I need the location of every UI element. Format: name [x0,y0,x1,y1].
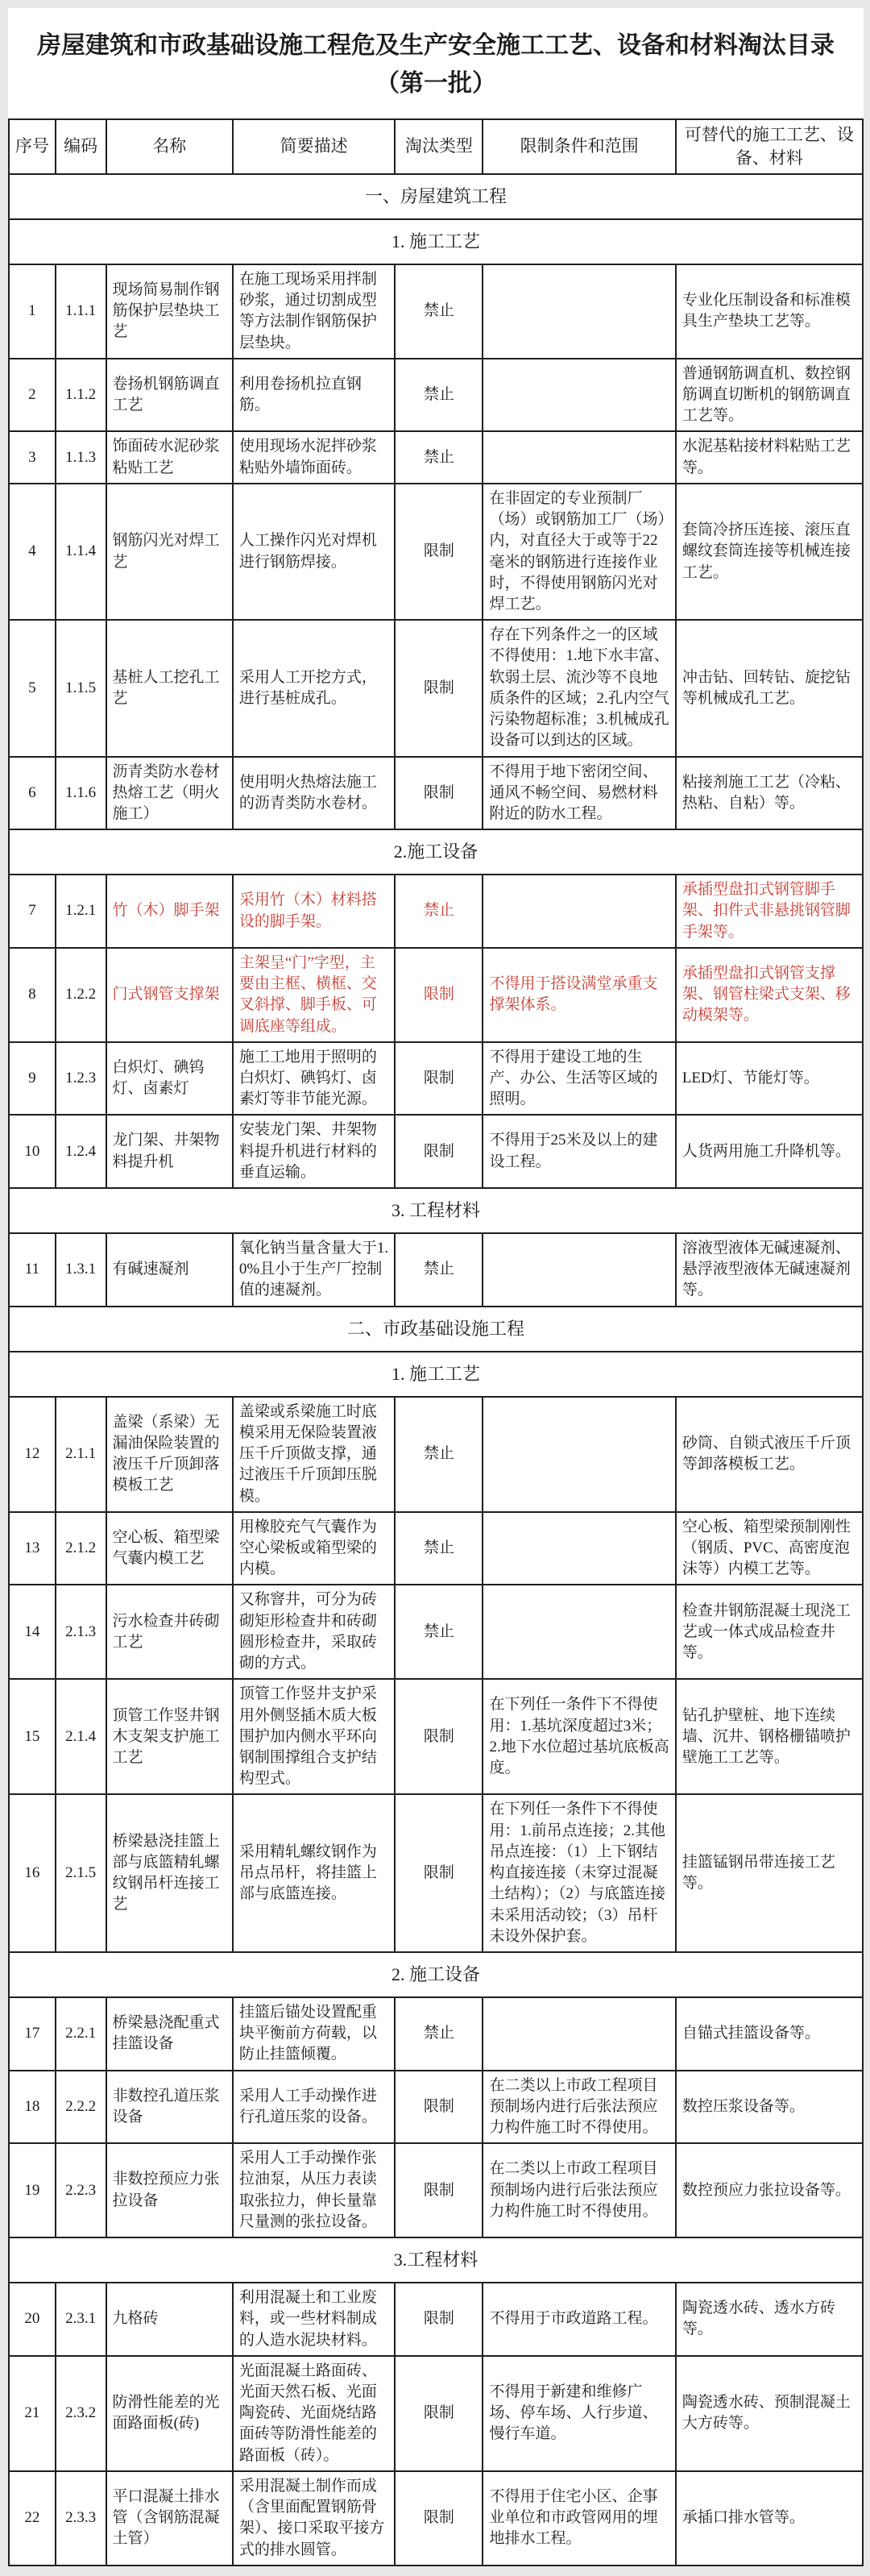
column-header-1: 序号 [9,119,56,174]
table-row [9,1042,863,1116]
cell-alt: 空心板、箱型梁预制刚性（钢质、PVC、高密度泡沫等）内模工艺等。 [676,1512,863,1585]
cell-type: 限制 [395,2071,483,2144]
section-label: 二、市政基础设施工程 [9,1307,863,1352]
cell-limit [483,359,675,432]
cell-limit: 不得用于25米及以上的建设工程。 [483,1115,675,1188]
cell-seq: 11 [9,1233,56,1307]
cell-type: 禁止 [395,1585,483,1679]
cell-desc: 在施工现场采用拌制砂浆，通过切割成型等方法制作钢筋保护层垫块。 [233,264,395,359]
cell-limit [483,1397,675,1512]
cell-seq: 17 [9,1997,56,2071]
table-row [9,359,863,432]
cell-name: 非数控预应力张拉设备 [106,2143,233,2237]
cell-seq: 7 [9,875,56,948]
cell-desc: 采用精轧螺纹钢作为吊点吊杆，将挂篮上部与底篮连接。 [233,1794,395,1952]
cell-desc: 盖梁或系梁施工时底模采用无保险装置液压千斤顶做支撑，通过液压千斤顶卸压脱模。 [233,1397,395,1512]
table-row [9,264,863,359]
cell-type: 限制 [395,1679,483,1794]
cell-type: 限制 [395,1794,483,1952]
cell-limit: 不得用于地下密闭空间、通风不畅空间、易燃材料附近的防水工程。 [483,757,675,830]
subsection-label: 3. 工程材料 [9,1188,863,1233]
cell-limit: 在非固定的专业预制厂（场）或钢筋加工厂（场）内，对直径大于或等于22毫米的钢筋进行连接作业时，不得使用钢筋闪光对焊工艺。 [483,484,675,620]
column-header-3: 名称 [106,119,233,174]
cell-code: 2.1.5 [56,1794,106,1952]
table-row [9,1512,863,1585]
table-row [9,1679,863,1794]
cell-seq: 6 [9,757,56,830]
cell-seq: 18 [9,2071,56,2144]
cell-name: 平口混凝土排水管（含钢筋混凝土管） [106,2471,233,2566]
column-header-2: 编码 [56,119,106,174]
cell-limit [483,1512,675,1585]
cell-seq: 3 [9,431,56,483]
cell-code: 1.1.5 [56,620,106,756]
cell-seq: 8 [9,948,56,1042]
cell-desc: 光面混凝土路面砖、光面天然石板、光面陶瓷砖、光面烧结路面砖等防滑性能差的路面板（砖）。 [233,2356,395,2471]
cell-alt: 承插型盘扣式钢管脚手架、扣件式非悬挑钢管脚手架等。 [676,875,863,948]
cell-desc: 使用明火热熔法施工的沥青类防水卷材。 [233,757,395,830]
subsection-label: 1. 施工工艺 [9,1352,863,1397]
cell-name: 防滑性能差的光面路面板(砖) [106,2356,233,2471]
cell-code: 2.2.3 [56,2143,106,2237]
cell-desc: 挂篮后锚处设置配重块平衡前方荷载，以防止挂篮倾覆。 [233,1997,395,2071]
cell-name: 钢筋闪光对焊工艺 [106,484,233,620]
cell-name: 桥梁悬浇配重式挂篮设备 [106,1997,233,2071]
cell-alt: 人货两用施工升降机等。 [676,1115,863,1188]
cell-code: 2.1.4 [56,1679,106,1794]
cell-limit: 不得用于新建和维修广场、停车场、人行步道、慢行车道。 [483,2356,675,2471]
cell-type: 限制 [395,2283,483,2356]
cell-code: 1.1.4 [56,484,106,620]
cell-name: 污水检查井砖砌工艺 [106,1585,233,1679]
cell-limit [483,1997,675,2071]
elimination-catalog-table [8,118,864,2566]
subsection-row [9,1352,863,1397]
cell-code: 1.2.4 [56,1115,106,1188]
table-row [9,875,863,948]
cell-code: 1.1.1 [56,264,106,359]
column-header-7: 可替代的施工工艺、设备、材料 [676,119,863,174]
cell-seq: 5 [9,620,56,756]
cell-type: 禁止 [395,359,483,432]
cell-alt: 自锚式挂篮设备等。 [676,1997,863,2071]
table-row [9,2471,863,2566]
cell-seq: 14 [9,1585,56,1679]
cell-type: 限制 [395,620,483,756]
cell-type: 限制 [395,2356,483,2471]
subsection-label: 2.施工设备 [9,829,863,875]
cell-alt: 水泥基粘接材料粘贴工艺等。 [676,431,863,483]
cell-seq: 9 [9,1042,56,1116]
cell-type: 禁止 [395,875,483,948]
cell-limit [483,1585,675,1679]
cell-limit: 不得用于市政道路工程。 [483,2283,675,2356]
cell-code: 2.3.3 [56,2471,106,2566]
cell-seq: 1 [9,264,56,359]
table-row [9,948,863,1042]
table-row [9,1115,863,1188]
table-row [9,2283,863,2356]
cell-alt: 承插型盘扣式钢管支撑架、钢管柱梁式支架、移动模架等。 [676,948,863,1042]
cell-type: 禁止 [395,1512,483,1585]
cell-type: 限制 [395,484,483,620]
cell-type: 禁止 [395,1397,483,1512]
cell-desc: 氧化钠当量含量大于1.0%且小于生产厂控制值的速凝剂。 [233,1233,395,1307]
cell-code: 2.3.1 [56,2283,106,2356]
cell-alt: 数控预应力张拉设备等。 [676,2143,863,2237]
table-row [9,1794,863,1952]
cell-code: 2.1.2 [56,1512,106,1585]
cell-name: 有碱速凝剂 [106,1233,233,1307]
subsection-row [9,2237,863,2283]
cell-alt: 专业化压制设备和标准模具生产垫块工艺等。 [676,264,863,359]
cell-alt: LED灯、节能灯等。 [676,1042,863,1116]
cell-limit: 不得用于住宅小区、企事业单位和市政管网用的埋地排水工程。 [483,2471,675,2566]
cell-code: 1.1.6 [56,757,106,830]
cell-code: 2.1.3 [56,1585,106,1679]
cell-code: 1.2.1 [56,875,106,948]
section-label: 一、房屋建筑工程 [9,174,863,219]
table-row [9,1397,863,1512]
subsection-label: 2. 施工设备 [9,1952,863,1997]
cell-limit: 在下列任一条件下不得使用：1.基坑深度超过3米；2.地下水位超过基坑底板高度。 [483,1679,675,1794]
cell-type: 限制 [395,2143,483,2237]
cell-type: 限制 [395,1115,483,1188]
cell-seq: 15 [9,1679,56,1794]
subsection-row [9,829,863,875]
cell-seq: 13 [9,1512,56,1585]
cell-desc: 利用混凝土和工业废料，或一些材料制成的人造水泥块材料。 [233,2283,395,2356]
cell-alt: 套筒冷挤压连接、滚压直螺纹套筒连接等机械连接工艺。 [676,484,863,620]
cell-code: 2.1.1 [56,1397,106,1512]
cell-alt: 数控压浆设备等。 [676,2071,863,2144]
cell-limit: 在二类以上市政工程项目预制场内进行后张法预应力构件施工时不得使用。 [483,2071,675,2144]
cell-type: 限制 [395,948,483,1042]
cell-code: 1.2.2 [56,948,106,1042]
cell-alt: 粘接剂施工工艺（冷粘、热粘、自粘）等。 [676,757,863,830]
cell-name: 白炽灯、碘钨灯、卤素灯 [106,1042,233,1116]
cell-name: 九格砖 [106,2283,233,2356]
cell-seq: 20 [9,2283,56,2356]
cell-name: 非数控孔道压浆设备 [106,2071,233,2144]
cell-desc: 使用现场水泥拌砂浆粘贴外墙饰面砖。 [233,431,395,483]
cell-desc: 顶管工作竖井支护采用外侧竖插木质大板围护加内侧水平环向钢制围撑组合支护结构型式。 [233,1679,395,1794]
cell-limit: 在下列任一条件下不得使用：1.前吊点连接；2.其他吊点连接：（1）上下钢结构直接连接（未穿过混凝土结构）；（2）与底篮连接未采用活动铰；（3）吊杆未设外保护套。 [483,1794,675,1952]
table-row [9,1585,863,1679]
table-row [9,1997,863,2071]
subsection-label: 1. 施工工艺 [9,219,863,264]
cell-desc: 人工操作闪光对焊机进行钢筋焊接。 [233,484,395,620]
cell-name: 桥梁悬浇挂篮上部与底篮精轧螺纹钢吊杆连接工艺 [106,1794,233,1952]
cell-code: 1.2.3 [56,1042,106,1116]
cell-alt: 挂篮锰钢吊带连接工艺等。 [676,1794,863,1952]
cell-limit: 不得用于建设工地的生产、办公、生活等区域的照明。 [483,1042,675,1116]
cell-name: 现场简易制作钢筋保护层垫块工艺 [106,264,233,359]
cell-desc: 用橡胶充气气囊作为空心梁板或箱型梁的内模。 [233,1512,395,1585]
cell-seq: 12 [9,1397,56,1512]
column-header-5: 淘汰类型 [395,119,483,174]
column-header-6: 限制条件和范围 [483,119,675,174]
cell-type: 禁止 [395,1233,483,1307]
cell-seq: 19 [9,2143,56,2237]
section-row [9,1307,863,1352]
cell-name: 沥青类防水卷材热熔工艺（明火施工） [106,757,233,830]
cell-alt: 承插口排水管等。 [676,2471,863,2566]
cell-limit: 不得用于搭设满堂承重支撑架体系。 [483,948,675,1042]
cell-alt: 砂筒、自锁式液压千斤顶等卸落模板工艺。 [676,1397,863,1512]
table-row [9,2356,863,2471]
cell-code: 2.3.2 [56,2356,106,2471]
cell-seq: 22 [9,2471,56,2566]
cell-limit: 存在下列条件之一的区域不得使用：1.地下水丰富、软弱土层、流沙等不良地质条件的区域；2.孔内空气污染物超标准；3.机械成孔设备可以到达的区域。 [483,620,675,756]
cell-limit [483,431,675,483]
cell-desc: 安装龙门架、井架物料提升机进行材料的垂直运输。 [233,1115,395,1188]
column-header-4: 简要描述 [233,119,395,174]
cell-name: 卷扬机钢筋调直工艺 [106,359,233,432]
subsection-row [9,1952,863,1997]
document-page [8,8,864,2566]
cell-limit [483,875,675,948]
cell-name: 饰面砖水泥砂浆粘贴工艺 [106,431,233,483]
table-row [9,620,863,756]
cell-code: 1.1.3 [56,431,106,483]
cell-seq: 10 [9,1115,56,1188]
cell-type: 限制 [395,1042,483,1116]
cell-alt: 陶瓷透水砖、预制混凝土大方砖等。 [676,2356,863,2471]
table-row [9,2143,863,2237]
cell-alt: 普通钢筋调直机、数控钢筋调直切断机的钢筋调直工艺等。 [676,359,863,432]
cell-limit [483,264,675,359]
cell-alt: 冲击钻、回转钻、旋挖钻等机械成孔工艺。 [676,620,863,756]
cell-desc: 主架呈“门”字型，主要由主框、横框、交叉斜撑、脚手板、可调底座等组成。 [233,948,395,1042]
cell-code: 2.2.2 [56,2071,106,2144]
cell-limit: 在二类以上市政工程项目预制场内进行后张法预应力构件施工时不得使用。 [483,2143,675,2237]
cell-name: 基桩人工挖孔工艺 [106,620,233,756]
cell-desc: 又称窨井，可分为砖砌矩形检查井和砖砌圆形检查井，采取砖砌的方式。 [233,1585,395,1679]
cell-name: 盖梁（系梁）无漏油保险装置的液压千斤顶卸落模板工艺 [106,1397,233,1512]
cell-alt: 检查井钢筋混凝土现浇工艺或一体式成品检查井等。 [676,1585,863,1679]
subsection-label: 3.工程材料 [9,2237,863,2283]
cell-desc: 采用竹（木）材料搭设的脚手架。 [233,875,395,948]
cell-code: 1.3.1 [56,1233,106,1307]
cell-desc: 采用混凝土制作而成（含里面配置钢筋骨架）、接口采取平接方式的排水圆管。 [233,2471,395,2566]
table-row [9,1233,863,1307]
cell-code: 2.2.1 [56,1997,106,2071]
cell-type: 禁止 [395,431,483,483]
cell-code: 1.1.2 [56,359,106,432]
subsection-row [9,219,863,264]
page-title: 房屋建筑和市政基础设施工程危及生产安全施工工艺、设备和材料淘汰目录（第一批） [37,32,835,97]
cell-alt: 钻孔护壁桩、地下连续墙、沉井、钢格栅锚喷护壁施工工艺等。 [676,1679,863,1794]
table-header-row [9,119,863,174]
cell-desc: 采用人工手动操作进行孔道压浆的设备。 [233,2071,395,2144]
cell-desc: 采用人工开挖方式，进行基桩成孔。 [233,620,395,756]
table-row [9,757,863,830]
cell-type: 限制 [395,2471,483,2566]
cell-desc: 采用人工手动操作张拉油泵，从压力表读取张拉力，伸长量靠尺量测的张拉设备。 [233,2143,395,2237]
cell-seq: 4 [9,484,56,620]
section-row [9,174,863,219]
cell-limit [483,1233,675,1307]
cell-name: 龙门架、井架物料提升机 [106,1115,233,1188]
cell-seq: 2 [9,359,56,432]
cell-seq: 21 [9,2356,56,2471]
cell-type: 禁止 [395,1997,483,2071]
table-row [9,431,863,483]
cell-type: 限制 [395,757,483,830]
cell-type: 禁止 [395,264,483,359]
cell-desc: 利用卷扬机拉直钢筋。 [233,359,395,432]
cell-alt: 陶瓷透水砖、透水方砖等。 [676,2283,863,2356]
cell-name: 空心板、箱型梁气囊内模工艺 [106,1512,233,1585]
cell-name: 门式钢管支撑架 [106,948,233,1042]
cell-name: 竹（木）脚手架 [106,875,233,948]
cell-name: 顶管工作竖井钢木支架支护施工工艺 [106,1679,233,1794]
table-row [9,484,863,620]
cell-alt: 溶液型液体无碱速凝剂、悬浮液型液体无碱速凝剂等。 [676,1233,863,1307]
cell-seq: 16 [9,1794,56,1952]
subsection-row [9,1188,863,1233]
cell-desc: 施工工地用于照明的白炽灯、碘钨灯、卤素灯等非节能光源。 [233,1042,395,1116]
table-row [9,2071,863,2144]
